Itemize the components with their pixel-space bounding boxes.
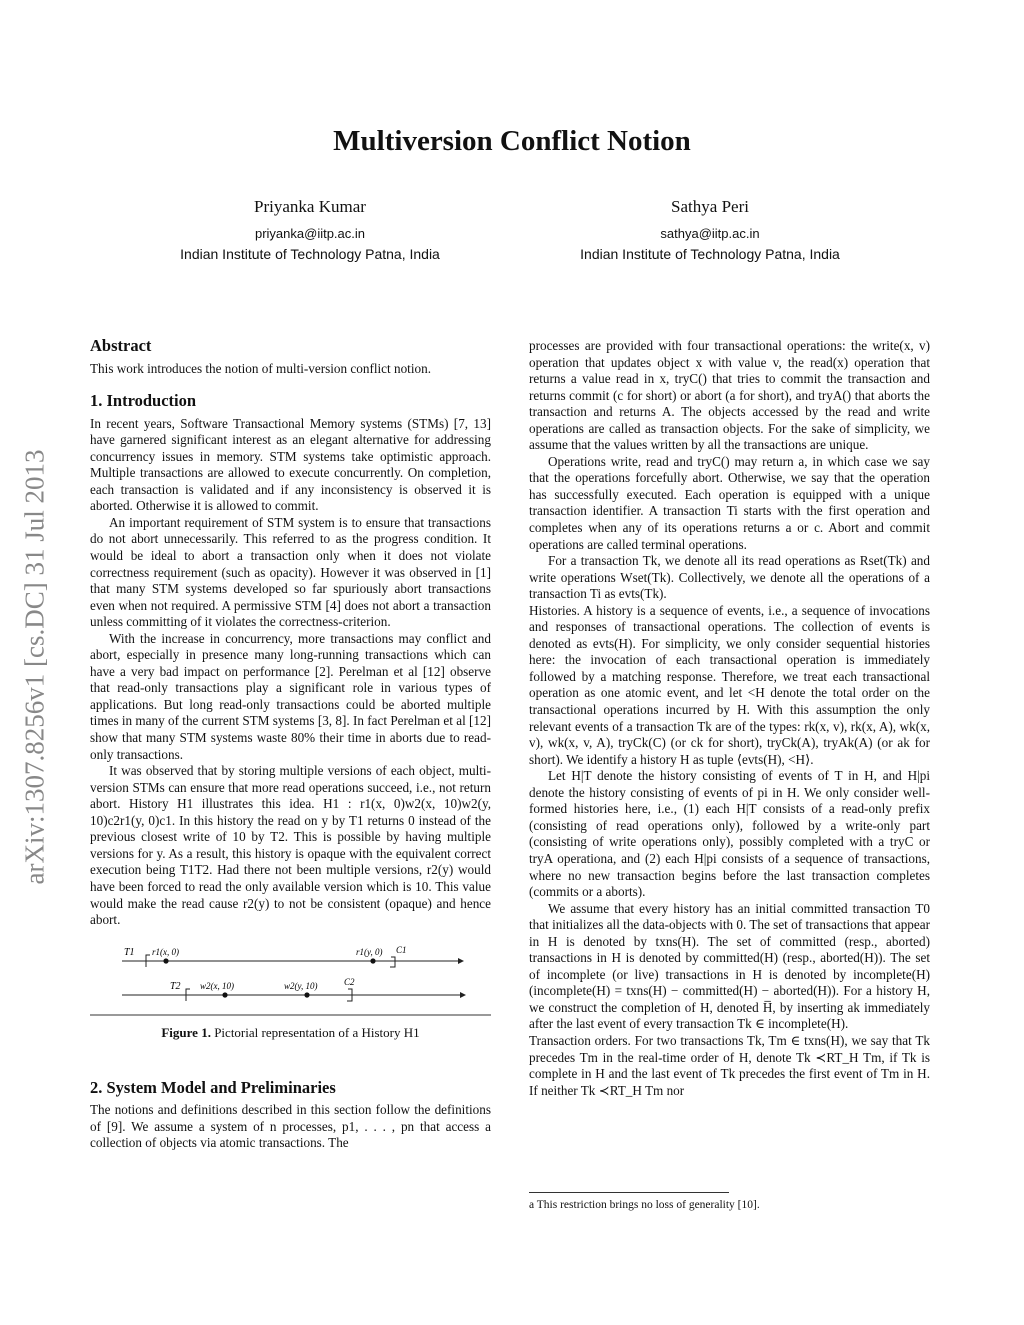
author-email[interactable]: priyanka@iitp.ac.in	[254, 226, 366, 241]
r1y-label: r1(y, 0)	[356, 946, 383, 957]
r1x-event	[163, 958, 168, 963]
w2y-label: w2(y, 10)	[284, 980, 318, 991]
right-paragraph-1: processes are provided with four transactional operations: the write(x, v) operation that updates object x with value v, the read(x) operation that returns a value read in x, tryC() that tries to commit the transaction and returns commit (c for short) or abort (a for short), and tryA() that aborts the transaction and returns A. The objects accessed by the read and write operations are called as transaction objects. For the sake of simplicity, we assume that the values written by all the transactions are unique.	[529, 338, 930, 453]
w2x-label: w2(x, 10)	[200, 980, 234, 991]
c2-label: C2	[344, 976, 355, 987]
author-email[interactable]: sathya@iitp.ac.in	[660, 226, 760, 241]
figure-caption-text: Pictorial representation of a History H1	[214, 1025, 420, 1041]
section2-heading: 2. System Model and Preliminaries	[90, 1077, 336, 1097]
figure-1	[90, 945, 491, 1042]
right-paragraph-5: Let H|T denote the history consisting of events of T in H, and H|pi denote the history consisting of events of pi in H. We only consider well-formed histories here, i.e., (1) each H|T consists of a read-only prefix (consisting of read operations only), followed by a write-only part (consisting of write operations only), possibly completed with a tryC or tryA operationa, and (2) each H|pi consists of a sequence of transactions, where no new transaction begins before the last transaction completes (commits or a aborts).	[529, 768, 930, 900]
intro-paragraph-2: An important requirement of STM system is to ensure that transactions do not abort unnecessarily. This referred to as the progress condition. It would be ideal to abort a transaction only when it does not violate correctness requirement (such as opacity). However it was observed in [1] that many STM systems developed so far spuriously abort transactions even when not required. A permissive STM [4] does not abort a transaction unless committing of it violates the correctness-criterion.	[90, 514, 491, 630]
t2-label: T2	[170, 980, 181, 992]
abstract-text: This work introduces the notion of multi-version conflict notion.	[90, 360, 431, 376]
w2y-event	[304, 992, 309, 997]
arxiv-stamp	[8, 372, 62, 962]
intro-heading: 1. Introduction	[90, 391, 197, 411]
figure-caption-label: Figure 1.	[161, 1025, 211, 1041]
left-column	[90, 338, 491, 1152]
right-paragraph-2: Operations write, read and tryC() may return a, in which case we say that the operations forcefully abort. Otherwise, we say that the operation has successfully executed. Each operation is equipped with a unique transaction identifier. A transaction Ti starts with the first operation and completes when any of its operations returns a or c. Abort and commit operations are called terminal operations.	[529, 453, 930, 552]
author-name: Sathya Peri	[671, 197, 749, 216]
histories-paragraph: Histories. A history is a sequence of events, i.e., a sequence of invocations and responses of transactional operations. The collection of events is denoted as evts(H). For simplicity, we only consider sequential histories here: the invocation of each transactional operation is immediately followed by a matching response. Therefore, we treat each transactional operation as one atomic event, and let <H denote the total order on the transactional operations incurred by H. With this assumption the only relevant events of a transaction Tk are of the types: rk(x, v), rk(x, A), wk(x, v), wk(x, v, A), tryCk(C) (or ck for short), tryCk(A), tryAk(A) (or ak for short). We identify a history H as tuple ⟨evts(H), <H⟩.	[529, 602, 930, 767]
intro-paragraph-1: In recent years, Software Transactional Memory systems (STMs) [7, 13] have garnered significant interest as an elegant alternative for addressing concurrency issues in memory. STM systems take optimistic approach. Multiple transactions are allowed to execute concurrently. On completion, each transaction is validated and if any inconsistency is observed it is aborted. Otherwise it is allowed to commit.	[90, 415, 491, 514]
c1-label: C1	[396, 944, 407, 955]
paper-title: Multiversion Conflict Notion	[333, 125, 691, 157]
intro-paragraph-4: It was observed that by storing multiple versions of each object, multi-version STMs can ensure that more read operations succeed, i.e., not return abort. History H1 illustrates this idea. H1 : r1(x, 0)w2(x, 10)w2(y, 10)c2r1(y, 0)c1. In this history the read on y by T1 returns 0 instead of the previous closest write of 10 by T2. This is possible by having multiple versions for y. As a result, this history is opaque with the equivalent correct execution being T1T2. Had there not been multiple versions, r2(y) would have been forced to read the only available version which is 10. This value would make the read cause r2(y) to not be consistent (opaque) and hence abort.	[90, 763, 491, 928]
t1-label: T1	[124, 946, 135, 958]
footnote: a This restriction brings no loss of generality [10].	[529, 1199, 760, 1211]
figure-caption	[90, 1025, 491, 1042]
c1-bracket	[390, 957, 395, 967]
abstract-heading: Abstract	[90, 336, 152, 355]
intro-paragraph-3: With the increase in concurrency, more transactions may conflict and abort, especially in presence many long-running transactions which can have a very bad impact on performance [2]. Perelman et al [12] observe that read-only transactions play a significant role in various types of applications. But long read-only transactions could be aborted multiple times in many of the current STM systems [3, 8]. In fact Perelman et al [12] show that many STM systems waste 80% their time in aborts due to read-only transactions.	[90, 630, 492, 762]
r1y-event	[370, 958, 375, 963]
t1-arrowhead	[458, 958, 464, 964]
right-paragraph-6: We assume that every history has an initial committed transaction T0 that initializes all the data-objects with 0. The set of transactions that appear in H is denoted by txns(H). The set of committed (resp., aborted) transactions in H is denoted by committed(H) (resp., aborted(H)). The set of incomplete (or live) transactions in H is denoted by incomplete(H) (incomplete(H) = txns(H) − committed(H) − aborted(H)). For a history H, we construct the completion of H, denoted H̅, by inserting ak immediately after the last event of every transaction Tk ∈ incomplete(H).	[529, 900, 930, 1032]
author-2	[500, 197, 920, 262]
footnote-rule	[529, 1192, 729, 1193]
r1x-label: r1(x, 0)	[152, 946, 179, 957]
author-name: Priyanka Kumar	[254, 197, 366, 216]
right-paragraph-3: For a transaction Tk, we denote all its read operations as Rset(Tk) and write operations Wset(Tk). Collectively, we denote all the operations of a transaction Ti as evts(Tk).	[529, 553, 930, 602]
w2x-event	[222, 992, 227, 997]
history-diagram	[90, 945, 491, 1017]
transaction-orders-paragraph: Transaction orders. For two transactions Tk, Tm ∈ txns(H), we say that Tk precedes Tm in the real-time order of H, denote Tk ≺RT_H Tm, if Tk is complete in H and the last event of Tk precedes the first event of Tm in H. If neither Tk ≺RT_H Tm nor	[529, 1032, 930, 1098]
author-institution: Indian Institute of Technology Patna, India	[180, 246, 440, 262]
section2-paragraph-1: The notions and definitions described in this section follow the definitions of [9]. We assume a system of n processes, p1, . . . , pn that access a collection of objects via atomic transactions. The	[90, 1102, 491, 1151]
arxiv-id: arXiv:1307.8256v1 [cs.DC] 31 Jul 2013	[19, 449, 50, 885]
t2-arrowhead	[460, 992, 466, 998]
author-institution: Indian Institute of Technology Patna, India	[580, 246, 840, 262]
right-column	[529, 338, 930, 1099]
author-1	[100, 197, 520, 262]
